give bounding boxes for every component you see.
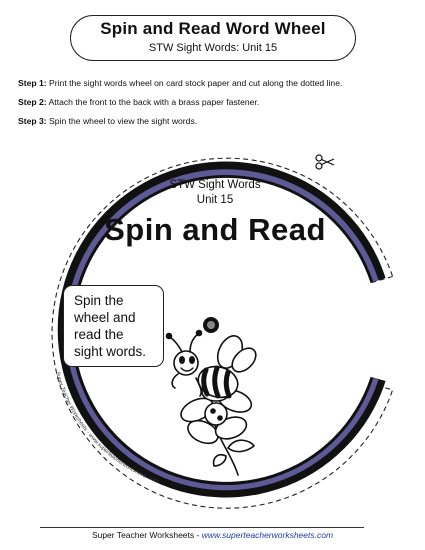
worksheet-title: Spin and Read Word Wheel: [100, 19, 326, 38]
wheel-edge-text: Super Teacher Worksheets - www.superteacherworksheets.com: [54, 370, 160, 485]
paper-fastener-hole: [203, 317, 219, 333]
step-text: Spin the wheel to view the sight words.: [46, 116, 198, 126]
step-label: Step 1:: [18, 78, 47, 88]
wheel-heading-line-1: STW Sight Words: [169, 179, 261, 191]
wheel-heading-line-2: Unit 15: [196, 194, 234, 206]
step-text: Print the sight words wheel on card stock paper and cut along the dotted line.: [46, 78, 343, 88]
worksheet-subtitle: STW Sight Words: Unit 15: [148, 42, 278, 54]
callout-line: sight words.: [74, 344, 147, 359]
footer-url[interactable]: www.superteacherworksheets.com: [201, 530, 334, 540]
step-text: Attach the front to the back with a brass paper fastener.: [46, 97, 260, 107]
scissors-icon: [316, 155, 334, 169]
instruction-callout: [63, 285, 164, 367]
callout-line: read the: [74, 327, 124, 342]
footer-divider: [40, 527, 364, 528]
callout-line: Spin the: [74, 293, 124, 308]
footer-brand: Super Teacher Worksheets -: [91, 530, 202, 540]
footer: [0, 530, 425, 540]
step-label: Step 2:: [18, 97, 47, 107]
wheel-big-title: Spin and Read: [104, 212, 326, 247]
callout-line: wheel and: [74, 310, 136, 325]
step-label: Step 3:: [18, 116, 47, 126]
